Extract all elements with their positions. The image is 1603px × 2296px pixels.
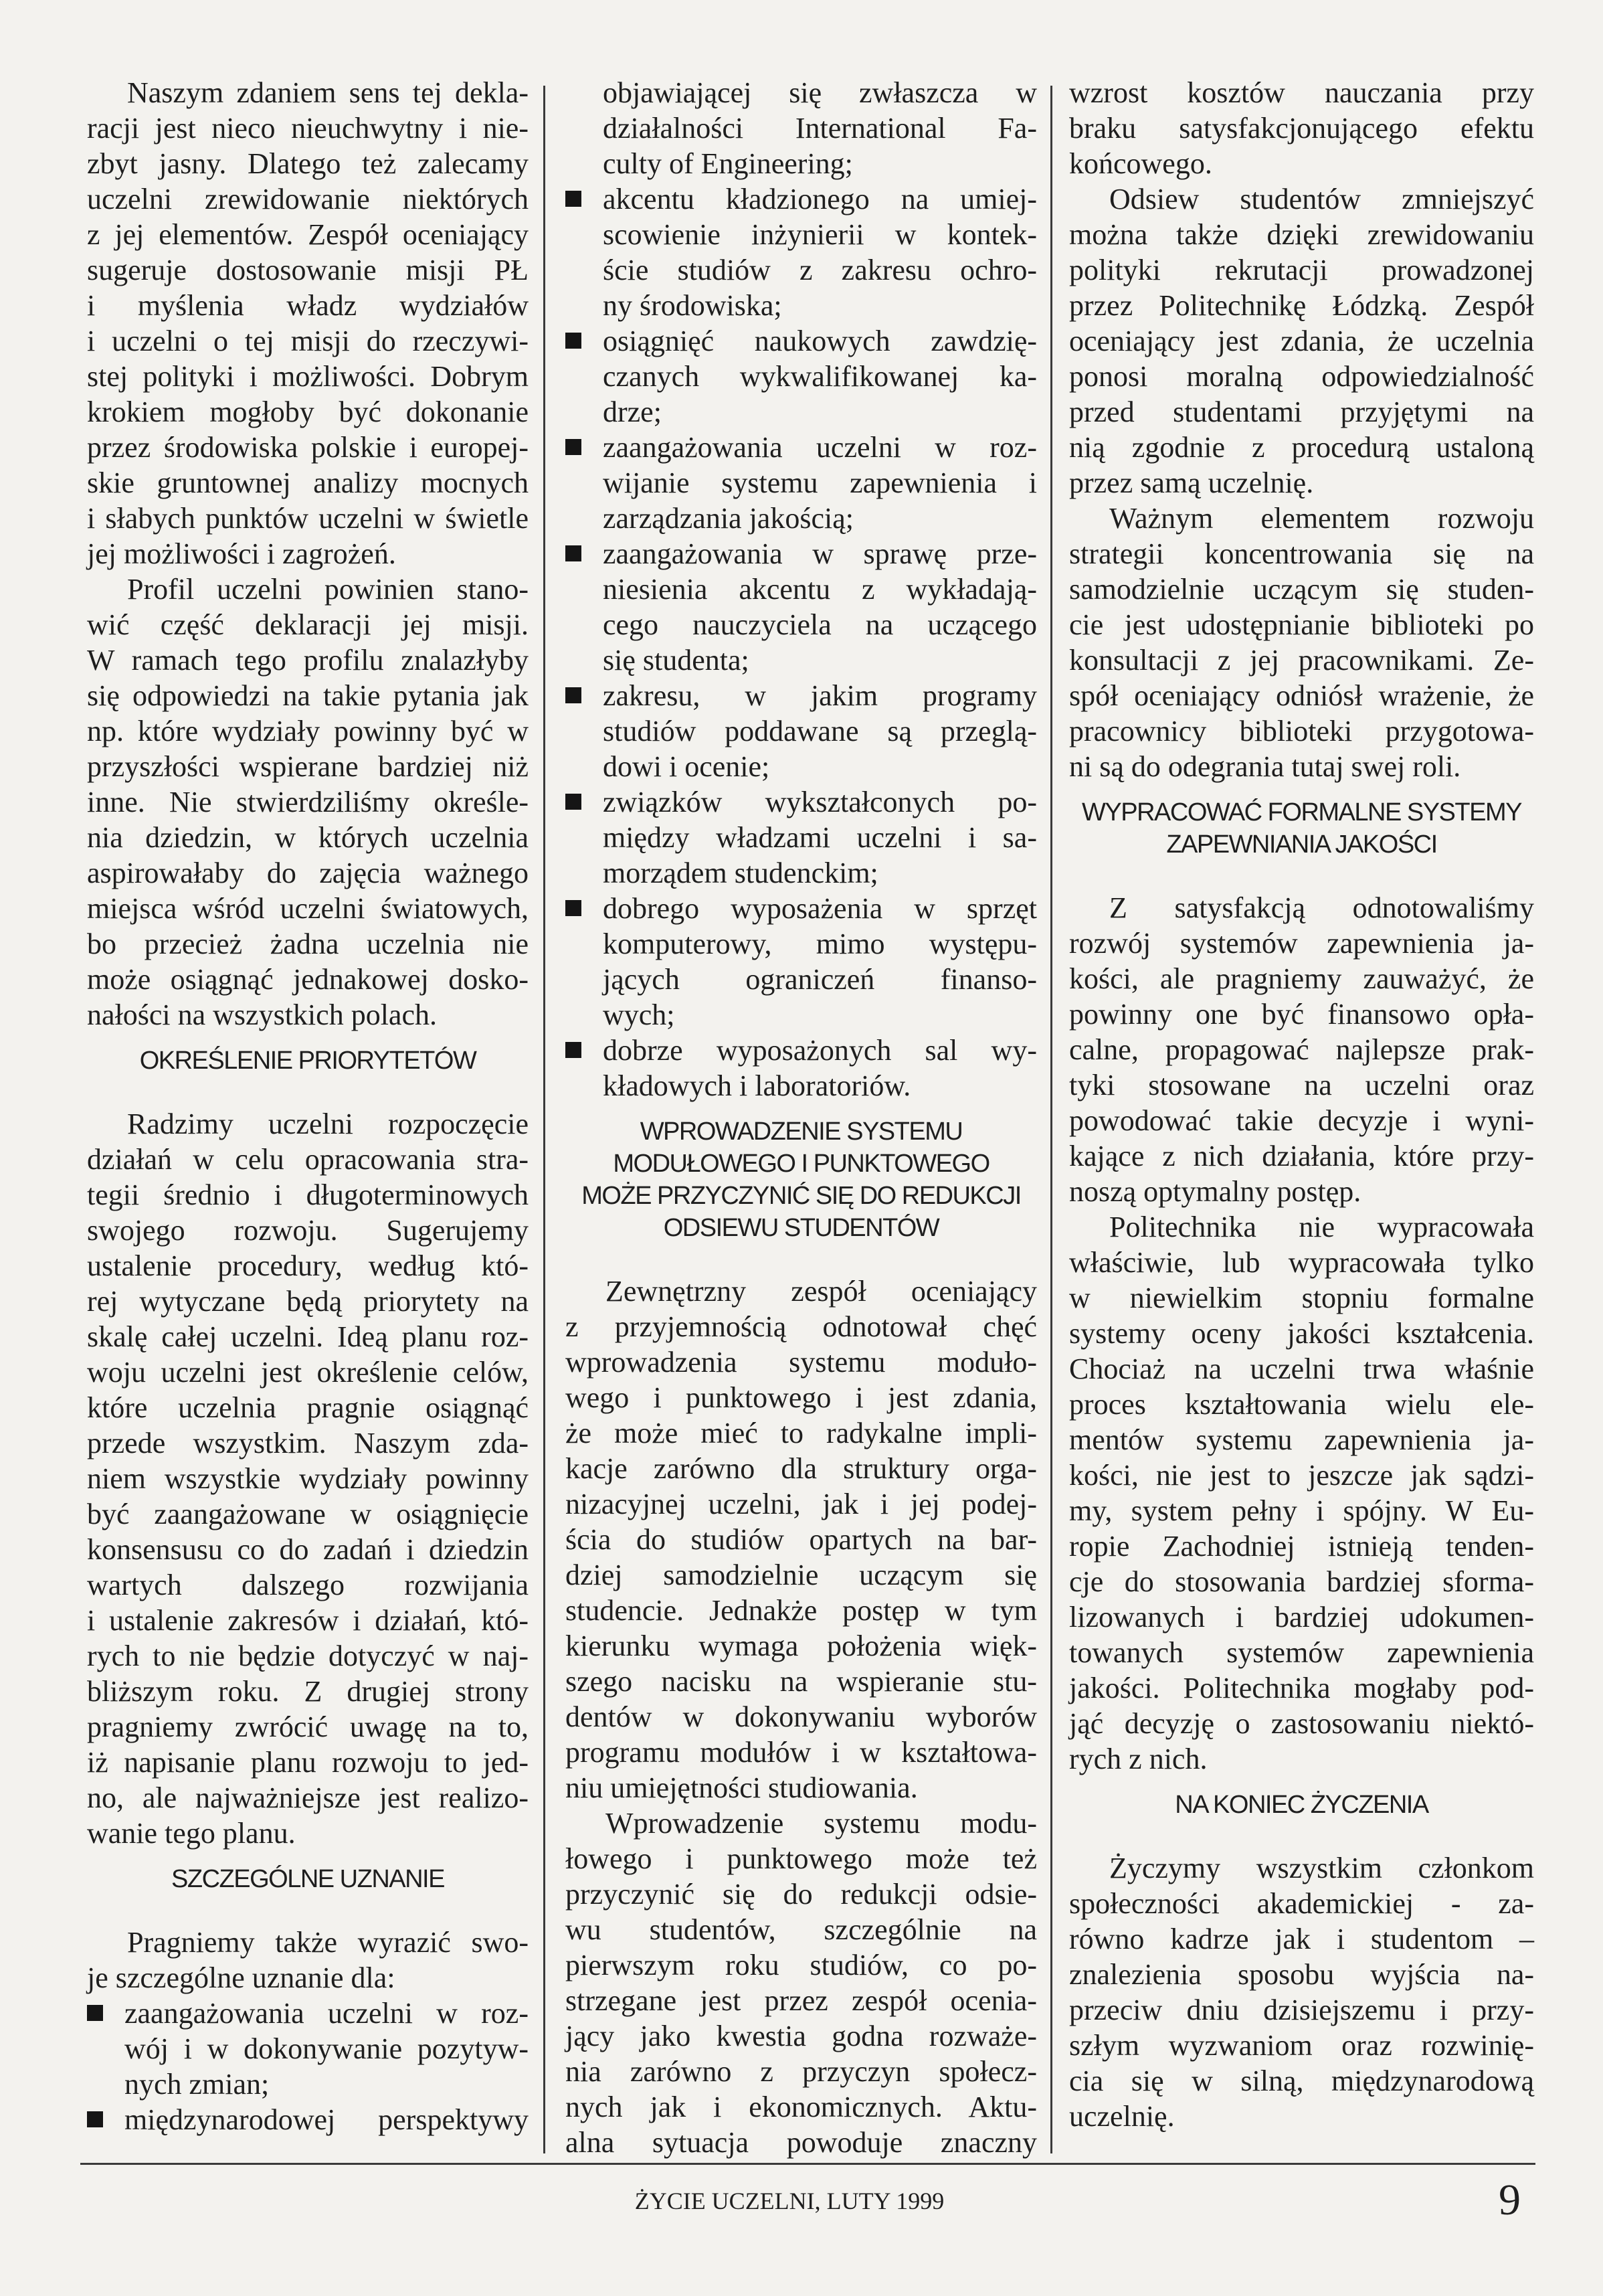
text-line: wartych dalszego rozwijania [87,1569,529,1601]
text-line: wić część deklaracji jej misji. [87,608,529,641]
text-line: ścia do studiów opartych na bar- [565,1523,1037,1556]
text-line: powinny one być finansowo opła- [1069,998,1534,1031]
text-line: niu umiejętności studiowania. [565,1771,918,1804]
text-line: systemy oceny jakości kształcenia. [1069,1317,1534,1350]
text-line: inne. Nie stwierdziliśmy określe- [87,786,529,818]
text-line: racji jest nieco nieuchwytny i nie- [87,112,529,145]
text-line: lizowanych i bardziej udokumen- [1069,1601,1534,1633]
text-line: Ważnym elementem rozwoju [1109,502,1534,535]
text-line: skie gruntownej analizy mocnych [87,466,529,499]
text-line: być zaangażowane w osiągnięcie [87,1498,529,1530]
text-line: przyszłości wspierane bardziej niż [87,750,529,783]
text-line: dobrze wyposażonych sal wy- [603,1034,1037,1067]
text-line: wijanie systemu zapewnienia i [603,466,1037,499]
text-line: wu studentów, szczególnie na [565,1913,1037,1946]
text-line: strategii koncentrowania się na [1069,537,1534,570]
text-line: drze; [603,395,662,428]
text-line: wych; [603,998,675,1031]
paragraph [87,1106,529,1851]
text-line: mentów systemu zapewnienia ja- [1069,1423,1534,1456]
text-line: ZAPEWNIANIA JAKOŚCI [1166,830,1437,859]
text-line: pierwszym roku studiów, co po- [565,1949,1037,1981]
text-line: osiągnięć naukowych zawdzię- [603,325,1037,357]
text-line: SZCZEGÓLNE UZNANIE [171,1865,444,1893]
text-line: się studenta; [603,644,749,677]
text-line: rozwój systemów zapewnienia ja- [1069,927,1534,960]
text-line: wój i w dokonywanie pozytyw- [124,2032,529,2065]
text-line: zakresu, w jakim programy [603,679,1037,712]
text-line: ny środowiska; [603,289,782,322]
text-line: miejsca wśród uczelni światowych, [87,892,529,925]
text-line: Profil uczelni powinien stano- [127,573,529,606]
bullet-item [565,891,1037,1033]
text-line: my, system pełny i spójny. W Eu- [1069,1494,1534,1527]
text-line: studencie. Jednakże postęp w tym [565,1594,1037,1627]
text-line: swojego rozwoju. Sugerujemy [87,1214,529,1247]
section-heading [1069,796,1534,861]
text-line: które uczelnia pragnie osiągnąć [87,1391,529,1424]
text-line: samodzielnie uczącym się studen- [1069,573,1534,606]
text-line: polityki rekrutacji prowadzonej [1069,254,1534,286]
text-line: cia się w silną, międzynarodową [1069,2064,1534,2097]
text-line: proces kształtowania wielu ele- [1069,1388,1534,1421]
footer-publication: ŻYCIE UCZELNI, LUTY 1999 [634,2188,945,2214]
paragraph [565,75,1037,181]
text-line: braku satysfakcjonującego efektu [1069,112,1534,145]
text-line: może osiągnąć jednakowej dosko- [87,963,529,996]
text-line: Chociaż na uczelni trwa właśnie [1069,1352,1534,1385]
bullet-item [565,678,1037,784]
paragraph [1069,181,1534,501]
text-line: pracownicy biblioteki przygotowa- [1069,715,1534,747]
text-line: można także dzięki zrewidowaniu [1069,218,1534,251]
text-line: dentów w dokonywaniu wyborów [565,1700,1037,1733]
text-line: czanych wykwalifikowanej ka- [603,360,1037,393]
text-line: nia dziedzin, w których uczelnia [87,821,529,854]
text-line: przyczynić się do redukcji odsie- [565,1878,1037,1911]
paragraph [1069,501,1534,784]
text-line: kości, nie jest to jeszcze jak sądzi- [1069,1459,1534,1492]
text-line: ponosi moralną odpowiedzialność [1069,360,1534,393]
paragraph [565,1273,1037,1805]
text-line: przez środowiska polskie i europej- [87,431,529,464]
text-line: wanie tego planu. [87,1817,296,1850]
text-line: stej polityki i możliwości. Dobrym [87,360,529,393]
text-line: WYPRACOWAĆ FORMALNE SYSTEMY [1082,798,1521,826]
text-line: ropie Zachodniej istnieją tenden- [1069,1530,1534,1563]
text-line: z przyjemnością odnotował chęć [565,1310,1037,1343]
text-line: ODSIEWU STUDENTÓW [663,1214,939,1242]
text-line: OKREŚLENIE PRIORYTETÓW [139,1047,476,1075]
text-line: oceniający jest zdania, że uczelnia [1069,325,1534,357]
text-line: kierunku wymaga położenia więk- [565,1629,1037,1662]
text-line: ustalenie procedury, według któ- [87,1249,529,1282]
text-line: studiów poddawane są przeglą- [603,715,1037,747]
bullet-item [87,1996,529,2102]
text-line: MODUŁOWEGO I PUNKTOWEGO [613,1150,989,1178]
text-line: zaangażowania uczelni w roz- [124,1997,529,2030]
text-line: rych z nich. [1069,1743,1208,1775]
text-line: nią zgodnie z procedurą ustaloną [1069,431,1534,464]
text-line: związków wykształconych po- [603,786,1037,818]
text-line: działalności International Fa- [603,112,1037,145]
text-line: przede wszystkim. Naszym zda- [87,1427,529,1460]
text-line: np. które wydziały powinny być w [87,715,529,747]
section-heading [87,1045,529,1077]
text-line: cego nauczyciela na uczącego [603,608,1037,641]
text-line: uczelni zrewidowanie niektórych [87,183,529,215]
text-line: przeciw dniu dzisiejszemu i przy- [1069,1994,1534,2026]
text-line: nizacyjnej uczelni, jak i jej podej- [565,1488,1037,1520]
bullet-item [565,430,1037,536]
text-line: nia zarówno z przyczyn społecz- [565,2055,1037,2088]
text-line: strzegane jest przez zespół ocenia- [565,1984,1037,2017]
text-line: zaangażowania uczelni w roz- [603,431,1037,464]
paragraph [1069,890,1534,1209]
text-line: dziej samodzielnie uczącym się [565,1559,1037,1591]
text-line: iż napisanie planu rozwoju to jed- [87,1746,529,1779]
paragraph [1069,75,1534,181]
text-line: i myślenia władz wydziałów [87,289,529,322]
column-divider [543,86,545,2153]
text-line: WPROWADZENIE SYSTEMU [640,1118,963,1146]
text-line: scowienie inżynierii w kontek- [603,218,1037,251]
text-line: przez samą uczelnię. [1069,466,1314,499]
text-line: Zewnętrzny zespół oceniający [605,1275,1037,1308]
text-line: MOŻE PRZYCZYNIĆ SIĘ DO REDUKCJI [581,1182,1021,1210]
text-column-2 [565,75,1037,2160]
text-line: woju uczelni jest określenie celów, [87,1356,529,1389]
bullet-item [565,536,1037,678]
text-line: krokiem mogłoby być dokonanie [87,395,529,428]
text-line: rych to nie będzie dotyczyć w naj- [87,1640,529,1672]
text-line: z jej elementów. Zespół oceniający [87,218,529,251]
text-line: ni są do odegrania tutaj swej roli. [1069,750,1461,783]
text-line: wzrost kosztów nauczania przy [1069,76,1534,109]
text-line: przez Politechnikę Łódzką. Zespół [1069,289,1534,322]
text-line: objawiającej się zwłaszcza w [603,76,1037,109]
text-line: w niewielkim stopniu formalne [1069,1282,1534,1314]
text-line: nych zmian; [124,2068,270,2101]
paragraph [87,571,529,1033]
text-line: Pragniemy także wyrazić swo- [127,1926,529,1959]
text-line: ście studiów z zakresu ochro- [603,254,1037,286]
text-line: niem wszystkie wydziały powinny [87,1462,529,1495]
text-line: szłym wyzwaniom oraz rozwinię- [1069,2029,1534,2062]
text-line: dowi i ocenie; [603,750,770,783]
text-line: Naszym zdaniem sens tej dekla- [127,76,529,109]
text-line: NA KONIEC ŻYCZENIA [1175,1791,1428,1819]
text-line: równo kadrze jak i studentom – [1069,1923,1534,1955]
text-line: sugeruje dostosowanie misji PŁ [87,254,529,286]
section-heading [565,1116,1037,1244]
text-line: zaangażowania w sprawę prze- [603,537,1037,570]
text-line: znalezienia sposobu wyjścia na- [1069,1958,1534,1991]
paragraph [1069,1209,1534,1777]
text-line: wego i punktowego i jest zdania, [565,1381,1037,1414]
text-line: Z satysfakcją odnotowaliśmy [1109,891,1534,924]
text-line: społeczności akademickiej - za- [1069,1887,1534,1920]
text-column-3 [1069,75,1534,2134]
text-column-1 [87,75,529,2137]
bullet-item [565,181,1037,323]
text-line: no, ale najważniejsze jest realizo- [87,1781,529,1814]
text-line: dobrego wyposażenia w sprzęt [603,892,1037,925]
text-line: rej wytyczane będą priorytety na [87,1285,529,1318]
text-line: Odsiew studentów zmniejszyć [1109,183,1534,215]
text-line: jakości. Politechnika mogłaby pod- [1069,1672,1534,1704]
text-line: i słabych punktów uczelni w świetle [87,502,529,535]
text-line: niesienia akcentu z wykładają- [603,573,1037,606]
text-line: kające z nich działania, które przy- [1069,1140,1534,1172]
text-line: końcowego. [1069,147,1212,180]
text-line: bo przecież żadna uczelnia nie [87,928,529,960]
text-line: towanych systemów zapewnienia [1069,1636,1534,1669]
text-line: szego nacisku na wspieranie stu- [565,1665,1037,1698]
text-line: i uczelni o tej misji do rzeczywi- [87,325,529,357]
text-line: się odpowiedzi na takie pytania jak [87,679,529,712]
text-line: uczelnię. [1069,2100,1175,2133]
text-line: tegii średnio i długoterminowych [87,1178,529,1211]
text-line: jąć decyzję o zastosowaniu niektó- [1069,1707,1534,1740]
text-line: komputerowy, mimo występu- [603,928,1037,960]
text-line: Radzimy uczelni rozpoczęcie [127,1108,529,1140]
text-line: powodować takie decyzje i wyni- [1069,1104,1534,1137]
section-heading [1069,1789,1534,1821]
text-line: skalę całej uczelni. Ideą planu roz- [87,1320,529,1353]
text-line: calne, propagować najlepsze prak- [1069,1033,1534,1066]
text-line: zbyt jasny. Dlatego też zalecamy [87,147,529,180]
footer-rule [80,2163,1535,2165]
text-line: alna sytuacja powoduje znaczny [565,2126,1037,2159]
text-line: jej możliwości i zagrożeń. [87,537,396,570]
text-line: tyki stosowane na uczelni oraz [1069,1069,1534,1101]
text-line: łowego i punktowego może też [565,1842,1037,1875]
section-heading [87,1863,529,1895]
text-line: i ustalenie zakresów i działań, któ- [87,1604,529,1637]
bullet-item [565,1033,1037,1103]
paragraph [565,1805,1037,2160]
text-line: właściwie, lub wypracowała tylko [1069,1246,1534,1279]
text-line: międzynarodowej perspektywy [124,2103,529,2136]
text-line: cie jest udostępnianie biblioteki po [1069,608,1534,641]
paragraph [1069,1850,1534,2134]
text-line: noszą optymalny postęp. [1069,1175,1361,1208]
text-line: culty of Engineering; [603,147,853,180]
paragraph [87,75,529,571]
bullet-item [565,323,1037,430]
text-line: Politechnika nie wypracowała [1109,1211,1534,1243]
text-line: działań w celu opracowania stra- [87,1143,529,1176]
text-line: kładowych i laboratoriów. [603,1069,911,1102]
text-line: nych jak i ekonomicznych. Aktu- [565,2091,1037,2123]
text-line: konsultacji z jej pracownikami. Ze- [1069,644,1534,677]
text-line: zarządzania jakością; [603,502,854,535]
text-line: że może mieć to radykalne impli- [565,1417,1037,1449]
column-divider [1050,86,1052,2153]
text-line: kości, ale pragniemy zauważyć, że [1069,962,1534,995]
paragraph [87,1925,529,1996]
text-line: nałości na wszystkich polach. [87,998,437,1031]
text-line: aspirowałaby do zajęcia ważnego [87,857,529,889]
text-line: akcentu kładzionego na umiej- [603,183,1037,215]
text-line: programu modułów i w kształtowa- [565,1736,1037,1769]
bullet-item [565,784,1037,891]
text-line: spół oceniający odniósł wrażenie, że [1069,679,1534,712]
text-line: konsensusu co do zadań i dziedzin [87,1533,529,1566]
text-line: kacje zarówno dla struktury orga- [565,1452,1037,1485]
text-line: jący jako kwestia godna rozważe- [565,2020,1037,2052]
page-number: 9 [1499,2176,1521,2224]
text-line: między władzami uczelni i sa- [603,821,1037,854]
text-line: przed studentami przyjętymi na [1069,395,1534,428]
text-line: Życzymy wszystkim członkom [1109,1852,1534,1884]
text-line: jących ograniczeń finanso- [603,963,1037,996]
text-line: wprowadzenia systemu moduło- [565,1346,1037,1379]
text-line: morządem studenckim; [603,857,878,889]
text-line: bliższym roku. Z drugiej strony [87,1675,529,1708]
text-line: je szczególne uznanie dla: [87,1961,395,1994]
text-line: cje do stosowania bardziej sforma- [1069,1565,1534,1598]
text-line: Wprowadzenie systemu modu- [605,1807,1037,1840]
bullet-item [87,2102,529,2137]
text-line: pragniemy zwrócić uwagę na to, [87,1710,529,1743]
text-line: W ramach tego profilu znalazłyby [87,644,529,677]
